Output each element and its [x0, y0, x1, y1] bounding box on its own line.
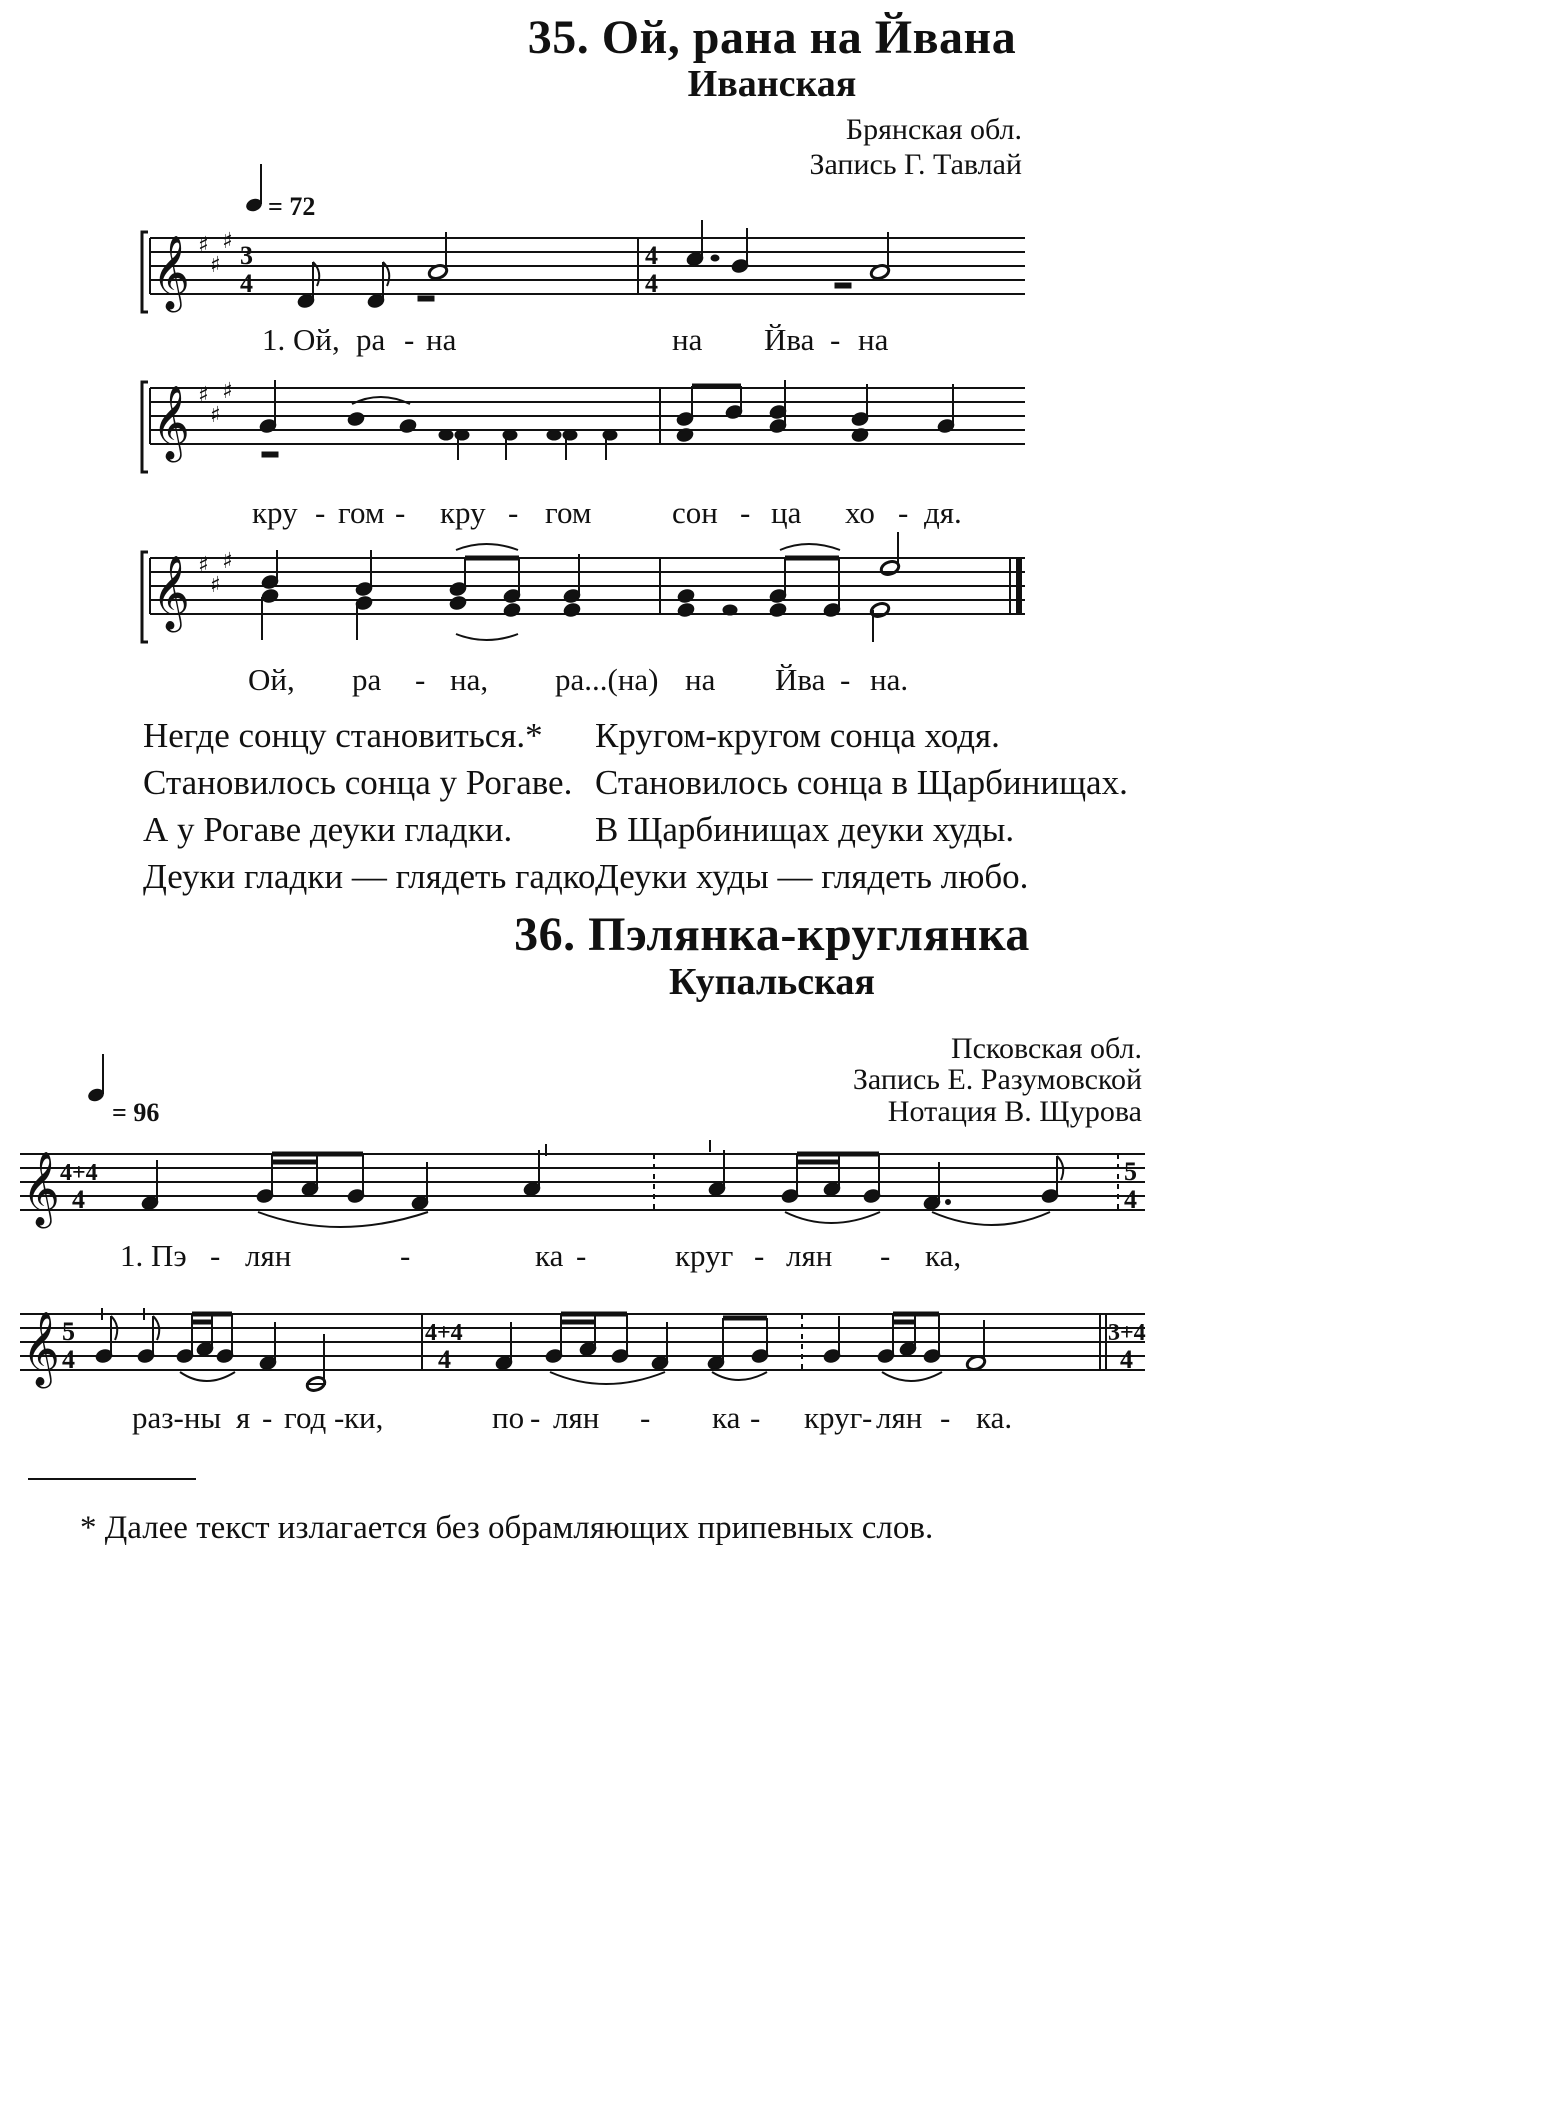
svg-text:4: 4 — [1120, 1345, 1133, 1374]
lyric-syllable: ка — [712, 1400, 741, 1435]
stanza-right — [595, 712, 1128, 900]
footnote: * Далее текст излагается без обрамляющих припевных слов. — [80, 1510, 934, 1546]
lyric-hyphen: - — [640, 1400, 651, 1435]
lyric-syllable: ка, — [925, 1238, 962, 1273]
lyric-syllable: Йва — [775, 662, 826, 697]
lyric-syllable: лян — [245, 1238, 292, 1273]
song-35-title: 35. Ой, рана на Йвана — [527, 11, 1017, 64]
lyric-syllable: на — [672, 322, 703, 357]
stanza-line: Кругом-кругом сонца ходя. — [595, 716, 1000, 755]
svg-text:♯: ♯ — [210, 573, 221, 598]
song-35-recorded-by: Запись Г. Тавлай — [809, 148, 1022, 181]
lyric-hyphen: - — [395, 495, 406, 530]
lyric-syllable: на, — [450, 662, 489, 697]
lyric-syllable: ки, — [344, 1400, 384, 1435]
stanza-line: Негде сонцу становиться.* — [143, 716, 543, 755]
svg-text:4: 4 — [645, 269, 658, 298]
svg-text:4: 4 — [438, 1345, 451, 1374]
time-signature: 3 — [240, 241, 253, 270]
lyric-syllable: кру — [252, 495, 298, 530]
svg-text:4: 4 — [62, 1345, 75, 1374]
lyric-syllable: круг — [804, 1400, 863, 1435]
lyric-syllable: ра — [352, 662, 382, 697]
lyric-hyphen: - — [750, 1400, 761, 1435]
svg-text:4+4: 4+4 — [60, 1160, 98, 1186]
stanza-line: Деуки худы — глядеть любо. — [595, 857, 1029, 896]
stanza-line: А у Рогаве деуки гладки. — [143, 810, 513, 849]
lyric-syllable: на — [426, 322, 457, 357]
lyric-hyphen: - — [880, 1238, 891, 1273]
staff-song36-system2 — [20, 1300, 1150, 1410]
time-signature: 4 — [240, 269, 253, 298]
lyric-hyphen: - — [400, 1238, 411, 1273]
svg-text:♯: ♯ — [222, 549, 233, 574]
song-36-region: Псковская обл. — [950, 1032, 1142, 1065]
song-35-tempo: = 72 — [268, 192, 316, 221]
lyric-syllable: 1. Ой, — [262, 322, 340, 357]
lyric-syllable: на — [858, 322, 889, 357]
lyric-syllable: круг — [675, 1238, 734, 1273]
lyric-syllable: я — [236, 1400, 251, 1435]
staff-song35-system1 — [140, 220, 1030, 330]
svg-text:5: 5 — [62, 1317, 75, 1346]
lyric-syllable: год — [284, 1400, 327, 1435]
staff-song36-system1 — [20, 1140, 1150, 1240]
svg-text:♯: ♯ — [198, 383, 209, 408]
lyric-syllable: гом — [545, 495, 592, 530]
lyric-syllable: лян — [553, 1400, 600, 1435]
lyric-hyphen: - — [262, 1400, 273, 1435]
song-35-region: Брянская обл. — [845, 113, 1022, 146]
lyric-syllable: ка. — [976, 1400, 1013, 1435]
lyric-hyphen: - — [830, 322, 841, 357]
lyric-hyphen: - — [862, 1400, 873, 1435]
svg-text:4: 4 — [1124, 1185, 1137, 1214]
lyric-syllable: лян — [876, 1400, 923, 1435]
sharp-icon: ♯ — [198, 233, 209, 258]
treble-clef-icon: 𝄞 — [22, 1312, 60, 1386]
lyric-syllable: сон — [672, 495, 718, 530]
svg-text:5: 5 — [1124, 1157, 1137, 1186]
lyric-syllable: по — [492, 1400, 525, 1435]
lyric-syllable: Йва — [764, 322, 815, 357]
lyric-hyphen: - — [334, 1400, 345, 1435]
lyric-syllable: лян — [786, 1238, 833, 1273]
lyric-syllable: хо — [845, 495, 875, 530]
lyric-hyphen: - — [940, 1400, 951, 1435]
lyric-hyphen: - — [415, 662, 426, 697]
staff-song35-system3 — [140, 550, 1030, 660]
lyric-hyphen: - — [315, 495, 326, 530]
lyric-syllable: ра — [356, 322, 386, 357]
svg-text:4+4: 4+4 — [425, 1320, 463, 1346]
svg-text:♯: ♯ — [222, 379, 233, 404]
song-36-title: 36. Пэлянка-круглянка — [514, 908, 1030, 961]
lyric-syllable: раз-ны — [132, 1400, 222, 1435]
treble-clef-icon: 𝄞 — [22, 1152, 60, 1226]
stanza-line: В Щарбинищах деуки худы. — [595, 810, 1015, 849]
treble-clef-icon: 𝄞 — [152, 556, 190, 630]
lyric-syllable: на. — [870, 662, 909, 697]
lyric-syllable: кру — [440, 495, 486, 530]
lyric-syllable: Ой, — [248, 662, 295, 697]
lyric-syllable: на — [685, 662, 716, 697]
lyric-syllable: дя. — [924, 495, 962, 530]
stanza-line: Деуки гладки — глядеть гадко. — [143, 857, 605, 896]
svg-text:♯: ♯ — [210, 403, 221, 428]
sharp-icon: ♯ — [210, 253, 221, 278]
song-36-recorded-by: Запись Е. Разумовской — [852, 1063, 1142, 1096]
stanza-line: Становилось сонца в Щарбинищах. — [595, 763, 1128, 802]
lyric-hyphen: - — [530, 1400, 541, 1435]
lyric-hyphen: - — [754, 1238, 765, 1273]
staff-song35-system2 — [140, 380, 1030, 490]
lyric-hyphen: - — [740, 495, 751, 530]
lyric-syllable: ца — [771, 495, 802, 530]
stanza-left — [143, 712, 604, 900]
lyric-syllable: гом — [338, 495, 385, 530]
lyric-hyphen: - — [576, 1238, 587, 1273]
svg-text:♯: ♯ — [198, 553, 209, 578]
lyric-syllable: ра...(на) — [555, 662, 659, 697]
song-35-genre: Иванская — [687, 63, 857, 105]
lyric-hyphen: - — [404, 322, 415, 357]
song-36-tempo: = 96 — [112, 1098, 160, 1127]
lyric-hyphen: - — [840, 662, 851, 697]
treble-clef-icon: 𝄞 — [152, 386, 190, 460]
treble-clef-icon: 𝄞 — [152, 236, 190, 310]
song-36-notation-by: Нотация В. Щурова — [887, 1095, 1142, 1128]
lyric-syllable: 1. Пэ — [120, 1238, 187, 1273]
lyric-hyphen: - — [210, 1238, 221, 1273]
footnote-divider — [28, 1478, 196, 1480]
svg-text:4: 4 — [645, 241, 658, 270]
stanza-line: Становилось сонца у Рогаве. — [143, 763, 573, 802]
lyric-hyphen: - — [898, 495, 909, 530]
lyric-syllable: ка — [535, 1238, 564, 1273]
lyric-hyphen: - — [508, 495, 519, 530]
svg-text:3+4: 3+4 — [1108, 1320, 1146, 1346]
song-36-genre: Купальская — [669, 961, 875, 1003]
svg-text:4: 4 — [72, 1185, 85, 1214]
sharp-icon: ♯ — [222, 229, 233, 254]
